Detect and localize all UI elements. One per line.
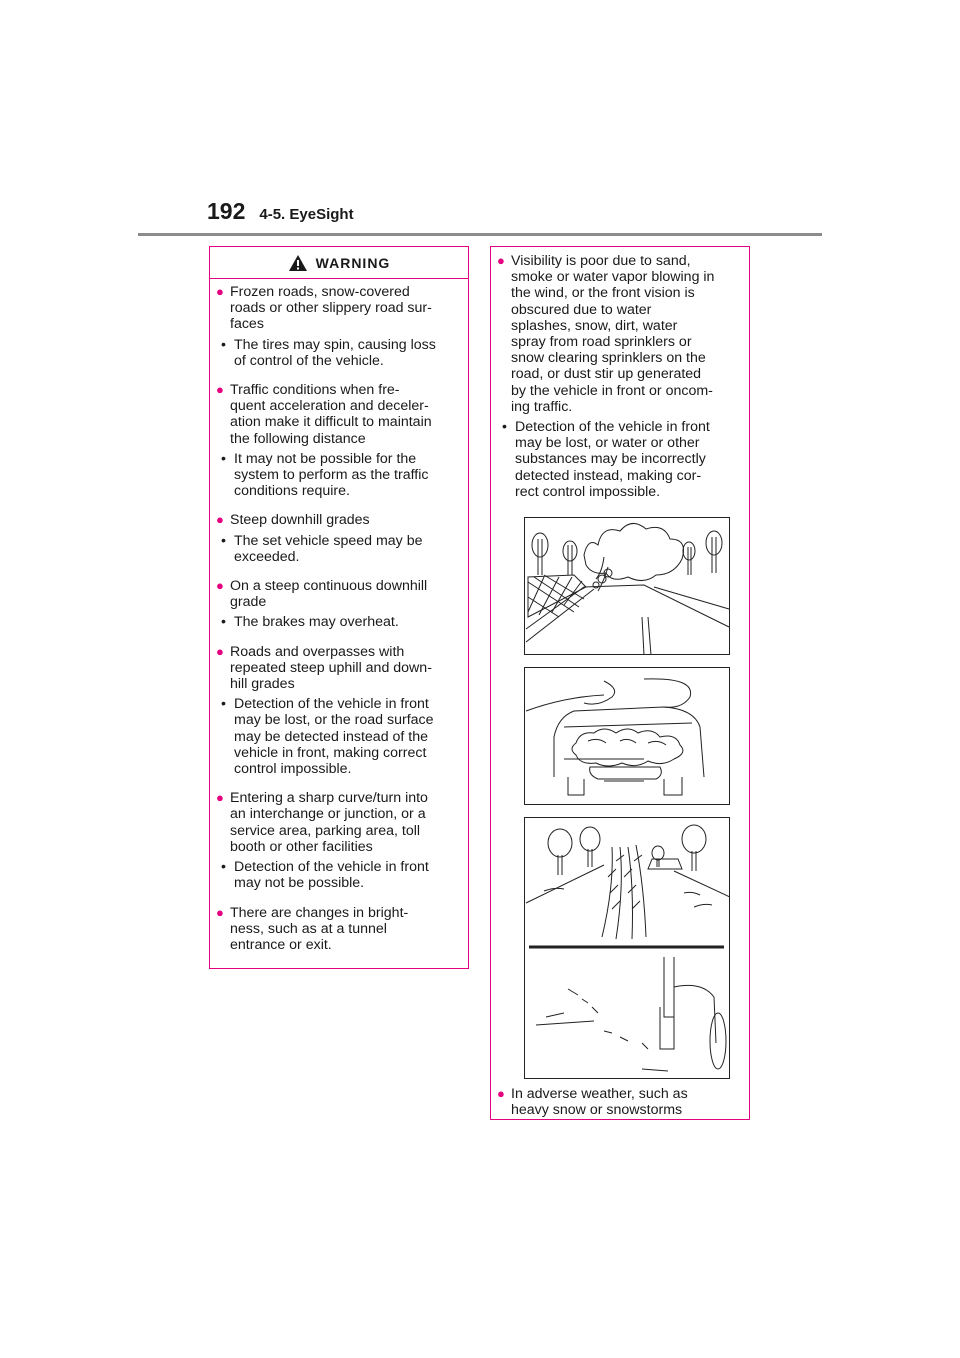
item-line: the wind, or the front vision is — [511, 285, 695, 302]
illustrations — [524, 517, 739, 1079]
item-line: Frozen roads, snow-covered — [230, 284, 410, 300]
warning-box — [209, 246, 469, 969]
sub-line: control impossible. — [234, 761, 352, 778]
item-line: an interchange or junction, or a — [230, 806, 426, 823]
sub-item — [216, 533, 458, 565]
item-line: In adverse weather, such as — [511, 1086, 688, 1103]
bullet-icon: ● — [216, 284, 224, 299]
section-title: 4-5. EyeSight — [259, 206, 354, 223]
sub-line: The set vehicle speed may be — [234, 532, 423, 549]
item-line: snow clearing sprinklers on the — [511, 350, 706, 367]
bullet-icon: ● — [216, 790, 224, 806]
item-line: obscured due to water — [511, 301, 652, 318]
warning-label: WARNING — [315, 254, 391, 271]
page-header — [207, 198, 354, 225]
sub-line: The tires may spin, causing loss — [234, 336, 436, 353]
bullet-icon: ● — [497, 253, 505, 268]
sub-item — [216, 614, 458, 630]
warning-item — [216, 578, 458, 610]
sub-line: It may not be possible for the — [234, 450, 417, 467]
warning-item — [216, 905, 458, 954]
item-line: grade — [230, 594, 267, 611]
sub-line: exceeded. — [234, 548, 300, 565]
item-line: by the vehicle in front or oncom- — [511, 382, 713, 399]
item-line: heavy snow or snowstorms — [511, 1102, 683, 1119]
sub-line: may be detected instead of the — [234, 728, 429, 745]
water-spray-illustration — [524, 667, 730, 805]
sub-item — [216, 337, 458, 369]
dot-icon: • — [221, 614, 226, 631]
warning-content — [210, 279, 468, 953]
page-number: 192 — [207, 198, 246, 224]
item-line: Steep downhill grades — [230, 512, 370, 529]
bullet-icon: ● — [497, 1086, 505, 1102]
item-line: Roads and overpasses with — [230, 643, 405, 660]
item-line: hill grades — [230, 676, 295, 693]
item-line: booth or other facilities — [230, 838, 373, 855]
sub-line: rect control impossible. — [515, 483, 661, 500]
item-line: splashes, snow, dirt, water — [511, 317, 678, 334]
warning-item — [497, 1086, 739, 1118]
item-line: the following distance — [230, 430, 366, 447]
item-line: road, or dust stir up generated — [511, 366, 702, 383]
item-line: Entering a sharp curve/turn into — [230, 790, 428, 807]
snow-illustration — [524, 817, 730, 1079]
bullet-icon: ● — [216, 382, 224, 398]
sub-item — [216, 451, 458, 500]
item-line: Visibility is poor due to sand, — [511, 253, 691, 269]
sub-line: The brakes may overheat. — [234, 614, 399, 631]
sub-item — [216, 859, 458, 891]
warning-item — [216, 790, 458, 855]
warning-item — [216, 382, 458, 447]
item-line: ing traffic. — [511, 398, 573, 415]
bullet-icon: ● — [216, 512, 224, 528]
item-line: quent acceleration and deceler- — [230, 398, 429, 415]
item-line: service area, parking area, toll — [230, 822, 421, 839]
sub-line: substances may be incorrectly — [515, 451, 706, 468]
item-line: ness, such as at a tunnel — [230, 920, 387, 937]
bullet-icon: ● — [216, 643, 224, 659]
dot-icon: • — [221, 532, 226, 549]
sub-line: system to perform as the traffic — [234, 467, 429, 484]
dot-icon: • — [221, 450, 226, 467]
item-line: Traffic conditions when fre- — [230, 382, 400, 399]
sub-line: detected instead, making cor- — [515, 467, 702, 484]
item-line: faces — [230, 316, 264, 333]
sub-line: Detection of the vehicle in front — [515, 419, 710, 436]
sub-line: conditions require. — [234, 483, 350, 500]
sub-item — [497, 419, 739, 500]
sub-line: of control of the vehicle. — [234, 352, 384, 369]
sub-line: Detection of the vehicle in front — [234, 696, 429, 713]
item-line: roads or other slippery road sur- — [230, 300, 432, 317]
dust-on-road-illustration — [524, 517, 730, 655]
item-line: There are changes in bright- — [230, 904, 409, 921]
sub-line: may be lost, or the road surface — [234, 712, 434, 729]
warning-item — [216, 284, 458, 333]
continued-content — [491, 247, 749, 1118]
dot-icon: • — [221, 859, 226, 876]
item-line: entrance or exit. — [230, 936, 332, 953]
bullet-icon: ● — [216, 904, 224, 920]
sub-line: may not be possible. — [234, 875, 365, 892]
dot-icon: • — [221, 336, 226, 353]
warning-item — [216, 512, 458, 528]
item-line: smoke or water vapor blowing in — [511, 269, 715, 286]
continued-box — [490, 246, 750, 1120]
dot-icon: • — [502, 419, 507, 436]
item-line: ation make it difficult to maintain — [230, 414, 432, 431]
item-line: repeated steep uphill and down- — [230, 659, 432, 676]
sub-line: Detection of the vehicle in front — [234, 859, 429, 876]
warning-item — [497, 253, 739, 415]
sub-line: may be lost, or water or other — [515, 435, 700, 452]
sub-item — [216, 696, 458, 777]
warning-triangle-icon — [288, 254, 308, 272]
item-line: On a steep continuous downhill — [230, 578, 428, 595]
warning-item — [216, 644, 458, 693]
dot-icon: • — [221, 696, 226, 713]
item-line: spray from road sprinklers or — [511, 334, 692, 351]
bullet-icon: ● — [216, 578, 224, 594]
warning-header — [210, 247, 468, 279]
sub-line: vehicle in front, making correct — [234, 744, 427, 761]
header-rule — [138, 233, 822, 236]
